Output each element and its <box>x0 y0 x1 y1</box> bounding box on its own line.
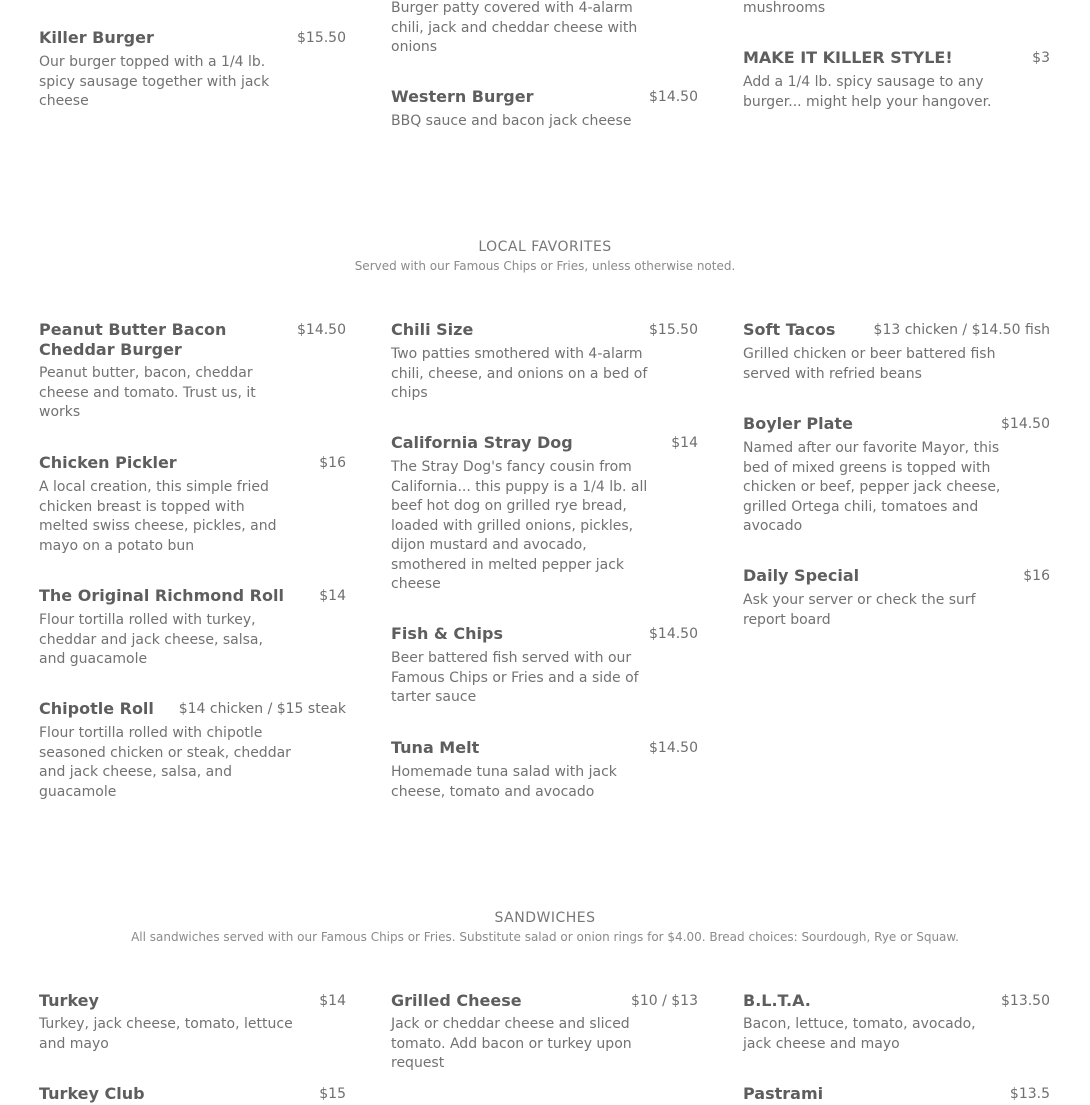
item-description: Homemade tuna salad with jack cheese, tomato and avocado <box>391 764 617 800</box>
item-price: $14.50 <box>1001 416 1050 432</box>
item-name: Peanut Butter Bacon Cheddar Burger <box>39 320 227 359</box>
item-description: Our burger topped with a 1/4 lb. spicy sausage together with jack cheese <box>39 54 270 109</box>
item-price: $16 <box>319 455 346 471</box>
item-description: Add a 1/4 lb. spicy sausage to any burger... might help your hangover. <box>743 74 992 110</box>
item-price: $14.50 <box>649 626 698 642</box>
item-price: $13 chicken / $14.50 fish <box>873 322 1050 338</box>
item-name: Chipotle Roll <box>39 699 154 718</box>
item-price: $15.50 <box>649 322 698 338</box>
section-title: LOCAL FAVORITES <box>478 239 612 255</box>
item-price: $14.50 <box>649 740 698 756</box>
item-description: Flour tortilla rolled with chipotle seasoned chicken or steak, cheddar and jack cheese, salsa, and guacamole <box>39 725 291 800</box>
item-description: BBQ sauce and bacon jack cheese <box>391 113 632 129</box>
item-price: $15 <box>319 1086 346 1102</box>
item-description: Ask your server or check the surf report board <box>743 592 976 628</box>
item-name: Chili Size <box>391 320 474 339</box>
item-description: Burger patty covered with 4-alarm chili, jack and cheddar cheese with onions <box>391 0 638 55</box>
item-name: Daily Special <box>743 566 860 585</box>
item-price: $13.50 <box>1001 993 1050 1009</box>
item-name: Turkey Club <box>39 1084 145 1103</box>
item-name: B.L.T.A. <box>743 991 811 1010</box>
item-name: Tuna Melt <box>391 738 480 757</box>
item-name: Fish & Chips <box>391 624 504 643</box>
item-price: $14 <box>319 588 346 604</box>
local-favorites-header <box>0 237 1090 274</box>
section-title: SANDWICHES <box>494 910 596 926</box>
item-description: Turkey, jack cheese, tomato, lettuce and mayo <box>39 1016 293 1052</box>
item-description: Jack or cheddar cheese and sliced tomato. Add bacon or turkey upon request <box>391 1016 632 1071</box>
item-description: mushrooms <box>743 0 826 16</box>
item-description: Flour tortilla rolled with turkey, cheddar and jack cheese, salsa, and guacamole <box>39 612 263 667</box>
item-name: Soft Tacos <box>743 320 836 339</box>
item-name: Killer Burger <box>39 28 154 47</box>
item-name: Boyler Plate <box>743 414 853 433</box>
item-description: Grilled chicken or beer battered fish served with refried beans <box>743 346 996 382</box>
item-description: Beer battered fish served with our Famous Chips or Fries and a side of tarter sauce <box>391 650 639 705</box>
section-subtitle: Served with our Famous Chips or Fries, unless otherwise noted. <box>354 259 736 273</box>
item-price: $14.50 <box>649 89 698 105</box>
item-price: $14 <box>319 993 346 1009</box>
item-description: Bacon, lettuce, tomato, avocado, jack cheese and mayo <box>743 1016 976 1052</box>
item-name: Grilled Cheese <box>391 991 522 1010</box>
item-price: $15.50 <box>297 30 346 46</box>
section-subtitle: All sandwiches served with our Famous Chips or Fries. Substitute salad or onion rings for $4.00. Bread choices: Sourdough, Rye or Squaw. <box>131 930 959 944</box>
item-description: A local creation, this simple fried chicken breast is topped with melted swiss cheese, pickles, and mayo on a potato bun <box>39 479 277 554</box>
item-name: Pastrami <box>743 1084 824 1103</box>
item-price: $10 / $13 <box>630 993 698 1009</box>
item-price: $13.5 <box>1009 1086 1050 1102</box>
item-name: California Stray Dog <box>391 433 573 452</box>
item-price: $14 <box>671 435 698 451</box>
item-description: Two patties smothered with 4-alarm chili, cheese, and onions on a bed of chips <box>391 346 648 401</box>
item-price: $16 <box>1023 568 1050 584</box>
item-description: Peanut butter, bacon, cheddar cheese and tomato. Trust us, it works <box>39 365 256 420</box>
item-price: $14.50 <box>297 322 346 338</box>
item-name: Chicken Pickler <box>39 453 177 472</box>
item-description: Named after our favorite Mayor, this bed of mixed greens is topped with chicken or beef, pepper jack cheese, grilled Ortega chili, tomatoes and avocado <box>743 440 1001 534</box>
item-description: The Stray Dog's fancy cousin from California... this puppy is a 1/4 lb. all beef hot dog on grilled rye bread, loaded with grilled onions, pickles, dijon mustard and avocado, smothered in melted pepper jack cheese <box>391 459 648 592</box>
item-name: The Original Richmond Roll <box>39 586 284 605</box>
item-name: Western Burger <box>391 87 534 106</box>
item-name: Turkey <box>39 991 99 1010</box>
sandwiches-header <box>0 908 1090 945</box>
item-name: MAKE IT KILLER STYLE! <box>743 48 953 67</box>
item-price: $3 <box>1032 50 1050 66</box>
item-price: $14 chicken / $15 steak <box>178 701 346 717</box>
